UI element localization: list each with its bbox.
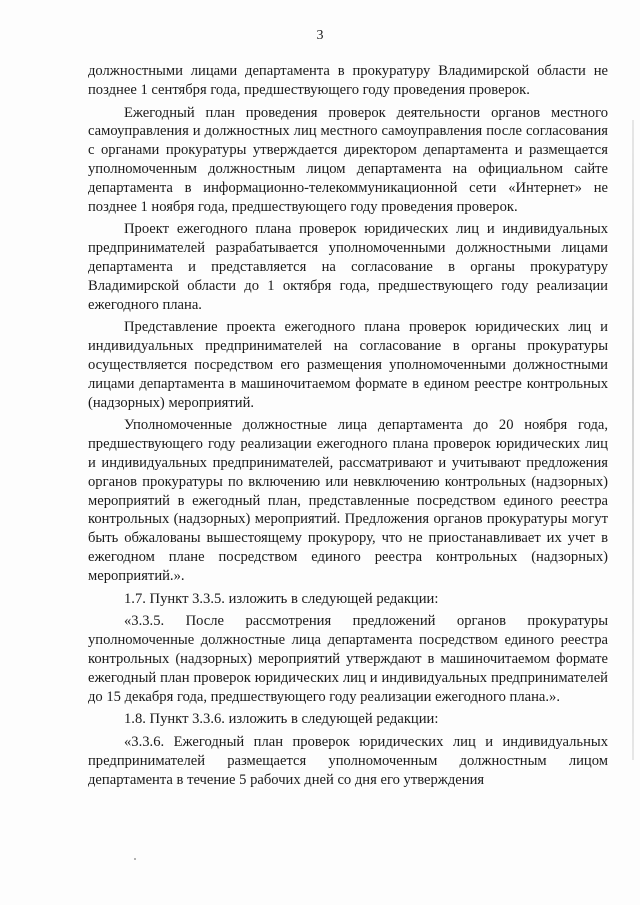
paragraph-draft-plan: Проект ежегодного плана проверок юридических лиц и индивидуальных предпринимателей разрабатывается уполномоченными должностными лицами департамента и представляется на согласование в органы прокуратуру Владимирской области до 1 октября года, предшествующего году реализации ежегодного плана. — [88, 221, 608, 313]
paragraph-continuation: должностными лицами департамента в прокуратуру Владимирской области не позднее 1 сентября года, предшествующего году проведения проверок. — [88, 63, 608, 98]
paragraph-item-1-8: 1.8. Пункт 3.3.6. изложить в следующей редакции: — [124, 711, 439, 728]
paragraph-annual-plan-local-government: Ежегодный план проведения проверок деятельности органов местного самоуправления и должностных лиц местного самоуправления после согласования с органами прокуратуры утверждается директором департамента и размещается уполномоченным должностным лицом департамента на официальном сайте департамента в информационно-телекоммуникационной сети «Интернет» не позднее 1 ноября года, предшествующего году проведения проверок. — [88, 104, 608, 215]
page-number: 3 — [316, 28, 324, 43]
scan-speck — [134, 858, 136, 860]
paragraph-item-1-7: 1.7. Пункт 3.3.5. изложить в следующей редакции: — [124, 590, 439, 607]
paragraph-clause-3-3-6: «3.3.6. Ежегодный план проверок юридических лиц и индивидуальных предпринимателей размещается уполномоченным должностным лицом департамента в течение 5 рабочих дней со дня его утверждения — [88, 734, 608, 788]
paragraph-plan-submission: Представление проекта ежегодного плана проверок юридических лиц и индивидуальных предпринимателей на согласование в органы прокуратуры осуществляется посредством его размещения уполномоченными должностными лицами департамента в машиночитаемом формате в едином реестре контрольных (надзорных) мероприятий. — [88, 319, 608, 411]
paragraph-prosecutor-proposals: Уполномоченные должностные лица департамента до 20 ноября года, предшествующего году реализации ежегодного плана проверок юридических лиц и индивидуальных предпринимателей, рассматривают и учитывают предложения органов прокуратуры по включению или невключению контрольных (надзорных) мероприятий в ежегодный план, представленные посредством единого реестра контрольных (надзорных) мероприятий. Предложения органов прокуратуры могут быть обжалованы вышестоящему прокурору, что не приостанавливает их учет в ежегодном плане посредством единого реестра контрольных (надзорных) мероприятий.». — [88, 417, 608, 584]
paragraph-clause-3-3-5: «3.3.5. После рассмотрения предложений органов прокуратуры уполномоченные должностные лица департамента посредством единого реестра контрольных (надзорных) мероприятий утверждают в машиночитаемом формате ежегодный план проверок юридических лиц и индивидуальных предпринимателей до 15 декабря года, предшествующего году реализации ежегодного плана.». — [88, 613, 608, 705]
scan-edge-shadow — [632, 120, 634, 760]
document-body — [88, 62, 608, 789]
